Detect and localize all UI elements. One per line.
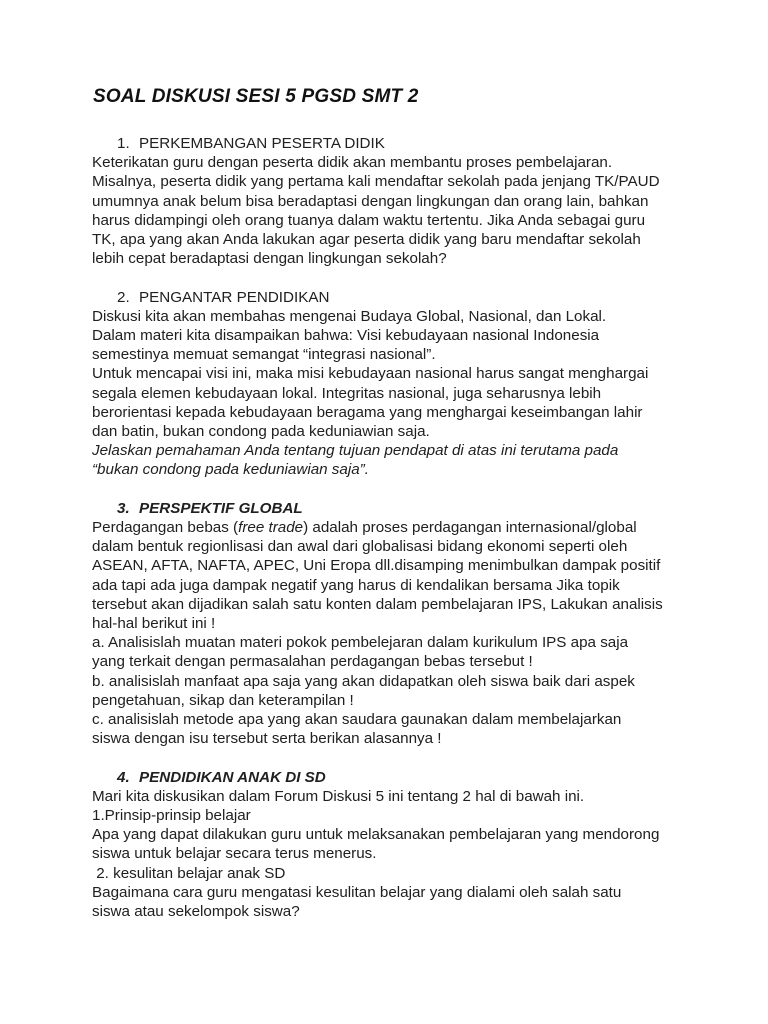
paragraph-line: semestinya memuat semangat “integrasi nasional”. bbox=[92, 346, 436, 364]
section-1-title: PERKEMBANGAN PESERTA DIDIK bbox=[139, 135, 385, 152]
text-run: Perdagangan bebas ( bbox=[92, 519, 239, 537]
document-title: SOAL DISKUSI SESI 5 PGSD SMT 2 bbox=[93, 86, 419, 107]
italic-term: free trade bbox=[238, 519, 304, 537]
paragraph-line: 1.Prinsip-prinsip belajar bbox=[92, 807, 251, 825]
section-1-heading bbox=[92, 134, 692, 153]
italic-question-line: Jelaskan pemahaman Anda tentang tujuan pendapat di atas ini terutama pada bbox=[92, 442, 619, 460]
paragraph-line: siswa dengan isu tersebut serta berikan alasannya ! bbox=[92, 730, 442, 748]
paragraph-line: tersebut akan dijadikan salah satu konten dalam pembelajaran IPS, Lakukan analisis bbox=[92, 595, 663, 613]
paragraph-line: TK, apa yang akan Anda lakukan agar peserta didik yang baru mendaftar sekolah bbox=[92, 231, 641, 249]
section-3-number: 3. bbox=[117, 499, 130, 517]
section-3-title: PERSPEKTIF GLOBAL bbox=[139, 499, 303, 517]
section-2-number: 2. bbox=[117, 288, 130, 306]
paragraph-line: ASEAN, AFTA, NAFTA, APEC, Uni Eropa dll.disamping menimbulkan dampak positif bbox=[92, 557, 661, 575]
paragraph-line: yang terkait dengan permasalahan perdagangan bebas tersebut ! bbox=[92, 653, 533, 671]
paragraph-line: dalam bentuk regionlisasi dan awal dari globalisasi bidang ekonomi seperti oleh bbox=[92, 538, 628, 556]
paragraph-line bbox=[92, 518, 692, 537]
paragraph-line: Mari kita diskusikan dalam Forum Diskusi 5 ini tentang 2 hal di bawah ini. bbox=[92, 787, 585, 805]
paragraph-line: umumnya anak belum bisa beradaptasi dengan lingkungan dan orang lain, bahkan bbox=[92, 192, 649, 210]
paragraph-line: a. Analisislah muatan materi pokok pembelejaran dalam kurikulum IPS apa saja bbox=[92, 634, 629, 652]
paragraph-line: siswa atau sekelompok siswa? bbox=[92, 903, 300, 921]
paragraph-line: b. analisislah manfaat apa saja yang akan didapatkan oleh siswa baik dari aspek bbox=[92, 672, 635, 690]
paragraph-line: dan batin, bukan condong pada keduniawian saja. bbox=[92, 423, 430, 441]
paragraph-line: harus didampingi oleh orang tuanya dalam waktu tertentu. Jika Anda sebagai guru bbox=[92, 211, 646, 229]
document-body bbox=[92, 134, 692, 921]
paragraph-line: segala elemen kebudayaan lokal. Integritas nasional, juga seharusnya lebih bbox=[92, 384, 602, 402]
paragraph-line: berorientasi kepada kebudayaan beragama yang menghargai keseimbangan lahir bbox=[92, 403, 643, 421]
paragraph-line: Keterikatan guru dengan peserta didik akan membantu proses pembelajaran. bbox=[92, 154, 613, 172]
paragraph-line: ada tapi ada juga dampak negatif yang harus di kendalikan bersama Jika topik bbox=[92, 576, 620, 594]
paragraph-line: Diskusi kita akan membahas mengenai Budaya Global, Nasional, dan Lokal. bbox=[92, 307, 607, 325]
section-2-heading bbox=[92, 288, 692, 307]
paragraph-line: Untuk mencapai visi ini, maka misi kebudayaan nasional harus sangat menghargai bbox=[92, 365, 649, 383]
paragraph-line: c. analisislah metode apa yang akan saudara gaunakan dalam membelajarkan bbox=[92, 711, 622, 729]
section-2-title: PENGANTAR PENDIDIKAN bbox=[139, 288, 330, 306]
paragraph-line: Apa yang dapat dilakukan guru untuk melaksanakan pembelajaran yang mendorong bbox=[92, 826, 660, 844]
paragraph-line: pengetahuan, sikap dan keterampilan ! bbox=[92, 691, 354, 709]
section-4-number: 4. bbox=[117, 768, 130, 786]
section-3-heading bbox=[92, 499, 692, 518]
paragraph-line: Dalam materi kita disampaikan bahwa: Visi kebudayaan nasional Indonesia bbox=[92, 327, 600, 345]
paragraph-line: Bagaimana cara guru mengatasi kesulitan belajar yang dialami oleh salah satu bbox=[92, 883, 622, 901]
paragraph-line: 2. kesulitan belajar anak SD bbox=[92, 864, 286, 882]
section-1-number: 1. bbox=[117, 135, 130, 152]
italic-question-line: “bukan condong pada keduniawian saja”. bbox=[92, 461, 369, 479]
paragraph-line: lebih cepat beradaptasi dengan lingkungan sekolah? bbox=[92, 250, 447, 268]
paragraph-line: hal-hal berikut ini ! bbox=[92, 615, 216, 633]
paragraph-line: Misalnya, peserta didik yang pertama kali mendaftar sekolah pada jenjang TK/PAUD bbox=[92, 173, 660, 191]
paragraph-line: siswa untuk belajar secara terus menerus. bbox=[92, 845, 377, 863]
section-4-title: PENDIDIKAN ANAK DI SD bbox=[139, 768, 326, 786]
section-4-heading bbox=[92, 768, 692, 787]
text-run: ) adalah proses perdagangan internasional/global bbox=[303, 519, 637, 537]
